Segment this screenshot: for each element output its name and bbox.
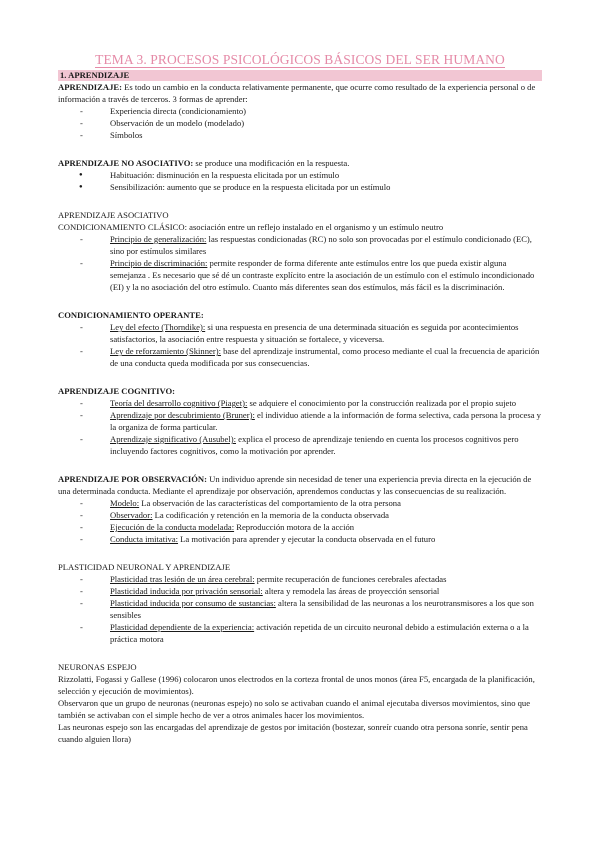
cognitivo-list <box>58 397 542 457</box>
list-item: - Experiencia directa (condicionamiento) <box>58 105 542 117</box>
list-item: - Aprendizaje significativo (Ausubel): explica el proceso de aprendizaje teniendo en cuenta los procesos cognitivos pero incluyendo factores cognitivos, como la motivación por aprender. <box>58 433 542 457</box>
espejo-paragraph: Rizzolatti, Fogassi y Gallese (1996) colocaron unos electrodos en la corteza frontal de unos monos (área F5, encargada de la planificación, selección y ejecución de movimientos). <box>58 674 535 696</box>
list-item: - Plasticidad inducida por consumo de sustancias: altera la sensibilidad de las neuronas a los neurotransmisores a los que son sensibles <box>58 597 542 621</box>
observacion-definition: APRENDIZAJE POR OBSERVACIÓN: Un individuo aprende sin necesidad de tener una experiencia previa directa en la ejecución de una determinada conducta. Mediante el aprendizaje por observación, aprendemos conductas y las consecuencias de su realización. <box>58 474 532 496</box>
list-item: - Plasticidad tras lesión de un área cerebral: permite recuperación de funciones cerebrales afectadas <box>58 573 542 585</box>
list-item: - Teoría del desarrollo cognitivo (Piaget): se adquiere el conocimiento por la construcción realizada por el propio sujeto <box>58 397 542 409</box>
section-heading-aprendizaje: 1. APRENDIZAJE <box>58 70 542 81</box>
no-asociativo-list <box>58 169 542 193</box>
section-no-asociativo <box>58 157 542 193</box>
list-item: ● Sensibilización: aumento que se produce en la respuesta elicitada por un estímulo <box>58 181 542 193</box>
list-item: - Principio de generalización: las respuestas condicionadas (RC) no solo son provocadas por el estímulo condicionado (EC), sino por estímulos similares <box>58 233 542 257</box>
list-item: - Aprendizaje por descubrimiento (Bruner): el individuo atiende a la información de forma selectiva, cada persona la procesa y la organiza de forma particular. <box>58 409 542 433</box>
aprendizaje-definition: APRENDIZAJE: Es todo un cambio en la conducta relativamente permanente, que ocurre como resultado de la experiencia personal o de información a través de terceros. 3 formas de aprender: <box>58 82 536 104</box>
section-observacion <box>58 473 542 545</box>
document-title: TEMA 3. PROCESOS PSICOLÓGICOS BÁSICOS DEL SER HUMANO <box>95 52 505 67</box>
section-asociativo <box>58 209 542 293</box>
list-item: - Principio de discriminación: permite responder de forma diferente ante estímulos entre los que pueda existir alguna semejanza . Es necesario que sé dé un contraste explícito entre la asociación de un estímulo con el estímulo incondicionado (EI) y la no asociación del otro estímulo. Cuanto más diferentes sean dos estímulos, más fácil es la discriminación. <box>58 257 542 293</box>
espejo-paragraph: Observaron que un grupo de neuronas (neuronas espejo) no solo se activaban cuando el animal ejecutaba diversos movimientos, sino que también se activaban con el simple hecho de ver a otros animales hacer los movimientos. <box>58 698 531 720</box>
plasticidad-list <box>58 573 542 645</box>
no-asociativo-definition: APRENDIZAJE NO ASOCIATIVO: se produce una modificación en la respuesta. <box>58 158 350 168</box>
section-cognitivo <box>58 385 542 457</box>
list-item: - Símbolos <box>58 129 542 141</box>
list-item: - Ejecución de la conducta modelada: Reproducción motora de la acción <box>58 521 542 533</box>
aprendizaje-forms-list <box>58 105 542 141</box>
list-item: - Plasticidad dependiente de la experiencia: activación repetida de un circuito neuronal debido a estimulación externa o a la práctica motora <box>58 621 542 645</box>
espejo-heading: NEURONAS ESPEJO <box>58 662 137 672</box>
asociativo-heading: APRENDIZAJE ASOCIATIVO <box>58 210 169 220</box>
list-item: - Observación de un modelo (modelado) <box>58 117 542 129</box>
section-neuronas-espejo <box>58 661 542 745</box>
section-operante <box>58 309 542 369</box>
cognitivo-heading: APRENDIZAJE COGNITIVO: <box>58 386 176 396</box>
operante-list <box>58 321 542 369</box>
list-item: - Ley de reforzamiento (Skinner): base del aprendizaje instrumental, como proceso mediante el cual la frecuencia de aparición de una conducta queda modificada por sus consecuencias. <box>58 345 542 369</box>
list-item: - Modelo: La observación de las características del comportamiento de la otra persona <box>58 497 542 509</box>
list-item: - Plasticidad inducida por privación sensorial: altera y remodela las áreas de proyección sensorial <box>58 585 542 597</box>
list-item: - Ley del efecto (Thorndike): si una respuesta en presencia de una determinada situación es seguida por acontecimientos satisfactorios, la asociación entre respuesta y situación se fortalece, y viceversa. <box>58 321 542 345</box>
list-item: - Observador: La codificación y retención en la memoria de la conducta observada <box>58 509 542 521</box>
observacion-list <box>58 497 542 545</box>
list-item: - Conducta imitativa: La motivación para aprender y ejecutar la conducta observada en el futuro <box>58 533 542 545</box>
espejo-paragraph: Las neuronas espejo son las encargadas del aprendizaje de gestos por imitación (bostezar, sonreír cuando otra persona sonríe, sentir pena cuando alguien llora) <box>58 722 528 744</box>
section-plasticidad <box>58 561 542 645</box>
clasico-definition: CONDICIONAMIENTO CLÁSICO: asociación entre un reflejo instalado en el organismo y un estímulo neutro <box>58 222 444 232</box>
plasticidad-heading: PLASTICIDAD NEURONAL Y APRENDIZAJE <box>58 562 231 572</box>
clasico-list <box>58 233 542 293</box>
list-item: ● Habituación: disminución en la respuesta elicitada por un estímulo <box>58 169 542 181</box>
operante-heading: CONDICIONAMIENTO OPERANTE: <box>58 310 204 320</box>
